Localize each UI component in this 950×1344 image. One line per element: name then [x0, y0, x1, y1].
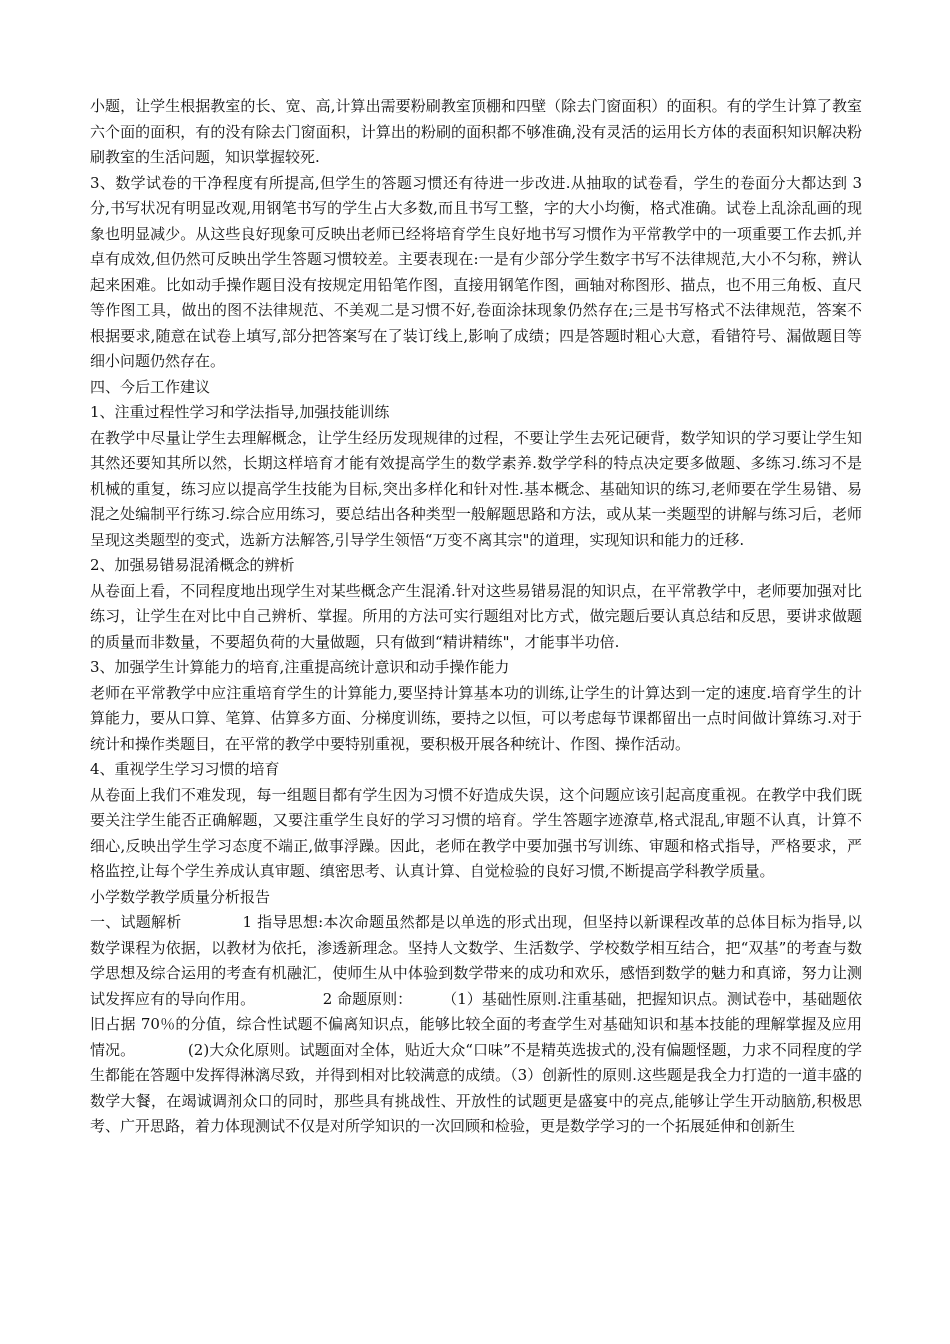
paragraph-study-habits: 从卷面上我们不难发现，每一组题目都有学生因为习惯不好造成失误，这个问题应该引起高度重视。在教学中我们既要关注学生能否正确解题，又要注重学生良好的学习习惯的培育。学生答题字迹潦草,格式混乱,审题不认真，计算不细心,反映出学生学习态度不端正,做事浮躁。因此，老师在教学中要加强书写训练、审题和格式指导，严格要求，严格监控,让每个学生养成认真审题、缜密思考、认真计算、自觉检验的良好习惯,不断提高学科教学质量。 — [90, 785, 862, 880]
paragraph-confusing-concepts: 从卷面上看，不同程度地出现学生对某些概念产生混淆.针对这些易错易混的知识点，在平常教学中，老师要加强对比练习，让学生在对比中自己辨析、掌握。所用的方法可实行题组对比方式，做完题后要认真总结和反思，要讲求做题的质量而非数量，不要超负荷的大量做题，只有做到“精讲精练"，才能事半功倍. — [90, 581, 862, 651]
section-heading-suggestions: 四、今后工作建议 — [90, 377, 211, 396]
paragraph-calculation-ability: 老师在平常教学中应注重培育学生的计算能力,要坚持计算基本功的训练,让学生的计算达到一定的速度.培育学生的计算能力，要从口算、笔算、估算多方面、分梯度训练，要持之以恒，可以考虑每节课都留出一点时间做计算练习.对于统计和操作类题目，在平常的教学中要特别重视，要积极开展各种统计、作图、操作活动。 — [90, 683, 862, 753]
subheading-process-learning: 1、注重过程性学习和学法指导,加强技能训练 — [90, 403, 390, 421]
paragraph-test-analysis: 一、试题解析 1 指导思想:本次命题虽然都是以单选的形式出现，但坚持以新课程改革的总体目标为指导,以数学课程为依据，以教材为依托，渗透新理念。坚持人文数学、生活数学、学校数学相互结合，把“双基”的考查与数学思想及综合运用的考查有机融汇，使师生从中体验到数学带来的成功和欢乐，感悟到数学的魅力和真谛，努力让测试发挥应有的导向作用。 2 命题原则： （1）基础性原则.注重基础，把握知识点。测试卷中，基础题依旧占据 70％的分值，综合性试题不偏离知识点，能够比较全面的考查学生对基础知识和基本技能的理解掌握及应用情况。 (2)大众化原则。试题面对全体，贴近大众“口味”不是精英选拔式的,没有偏题怪题，力求不同程度的学生都能在答题中发挥得淋漓尽致，并得到相对比较满意的成绩。（3）创新性的原则.这些题是我全力打造的一道丰盛的数学大餐，在竭诚调剂众口的同时，那些具有挑战性、开放性的试题更是盛宴中的亮点,能够让学生开动脑筋,积极思考、广开思路，着力体现测试不仅是对所学知识的一次回顾和检验，更是数学学习的一个拓展延伸和创新生 — [90, 913, 862, 1135]
document-page — [90, 94, 862, 1140]
subheading-confusing-concepts: 2、加强易错易混淆概念的辨析 — [90, 556, 295, 574]
report-title: 小学数学教学质量分析报告 — [90, 887, 271, 906]
paragraph-writing-habits: 3、数学试卷的干净程度有所提高,但学生的答题习惯还有待进一步改进.从抽取的试卷看，学生的卷面分大都达到 3 分,书写状况有明显改观,用钢笔书写的学生占大多数,而且书写工整，字的大小均衡，格式准确。试卷上乱涂乱画的现象也明显减少。从这些良好现象可反映出老师已经将培育学生良好地书写习惯作为平常教学中的一项重要工作去抓,并卓有成效,但仍然可反映出学生答题习惯较差。主要表现在:一是有少部分学生数字书写不法律规范,大小不匀称，辨认起来困难。比如动手操作题目没有按规定用铅笔作图，直接用钢笔作图，画轴对称图形、描点，也不用三角板、直尺等作图工具，做出的图不法律规范、不美观二是习惯不好,卷面涂抹现象仍然存在;三是书写格式不法律规范，答案不根据要求,随意在试卷上填写,部分把答案写在了装订线上,影响了成绩；四是答题时粗心大意，看错符号、漏做题目等细小问题仍然存在。 — [90, 173, 862, 370]
paragraph-process-learning: 在教学中尽量让学生去理解概念，让学生经历发现规律的过程，不要让学生去死记硬背，数学知识的学习要让学生知其然还要知其所以然，长期这样培育才能有效提高学生的数学素养.数学学科的特点决定要多做题、多练习.练习不是机械的重复，练习应以提高学生技能为目标,突出多样化和针对性.基本概念、基础知识的练习,老师要在学生易错、易混之处编制平行练习.综合应用练习，要总结出各种类型一般解题思路和方法，或从某一类题型的讲解与练习后，老师呈现这类题型的变式，选新方法解答,引导学生领悟“万变不离其宗"的道理，实现知识和能力的迁移. — [90, 428, 862, 549]
subheading-study-habits: 4、重视学生学习习惯的培育 — [90, 760, 280, 778]
paragraph-painting-problem: 小题，让学生根据教室的长、宽、高,计算出需要粉刷教室顶棚和四壁（除去门窗面积）的面积。有的学生计算了教室六个面的面积，有的没有除去门窗面积，计算出的粉刷的面积都不够准确,没有灵活的运用长方体的表面积知识解决粉刷教室的生活问题，知识掌握较死. — [90, 97, 862, 166]
subheading-calculation-ability: 3、加强学生计算能力的培育,注重提高统计意识和动手操作能力 — [90, 658, 510, 676]
